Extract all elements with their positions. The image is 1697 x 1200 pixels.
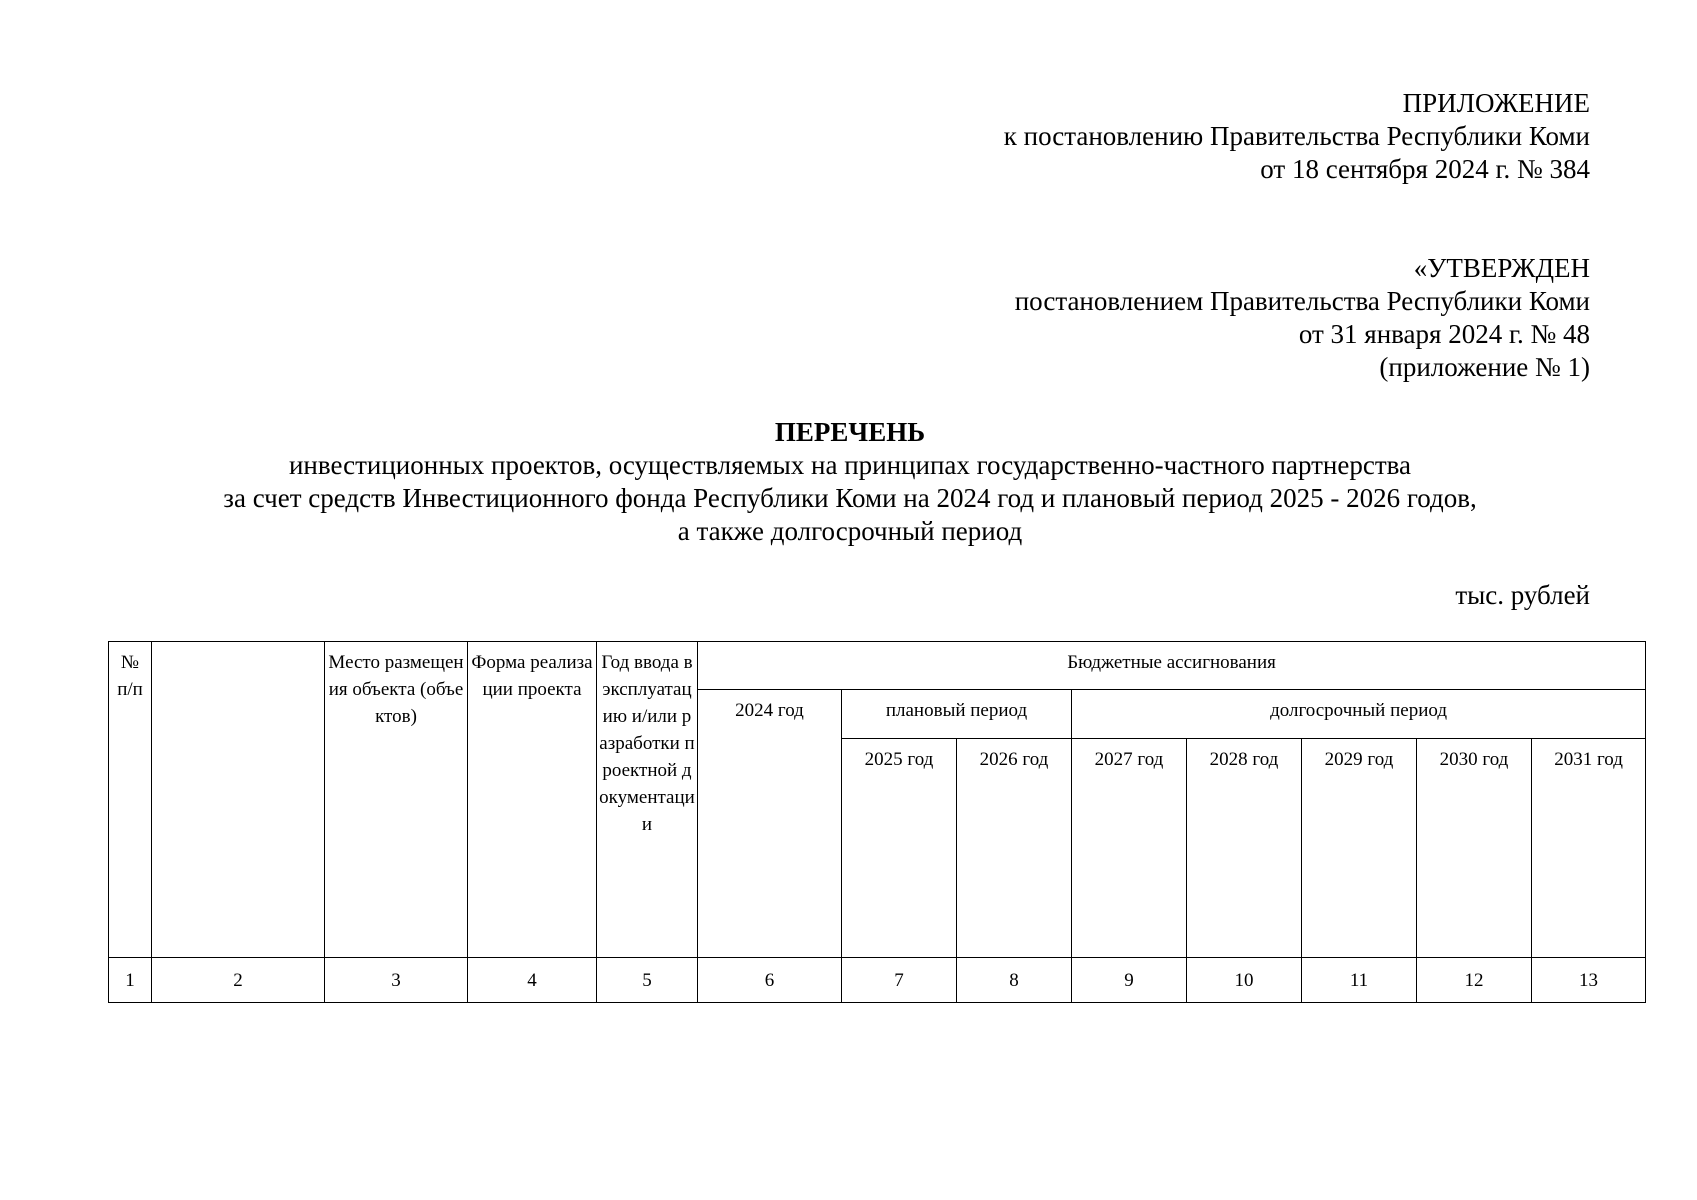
header-longterm-period: долгосрочный период: [1072, 690, 1646, 739]
column-number: 7: [842, 958, 957, 1003]
header-row-1: [109, 642, 1646, 690]
title-line-1: инвестиционных проектов, осуществляемых на принципах государственно-частного партнерства: [288, 450, 1412, 480]
header-location: Место размещения объекта (объектов): [325, 642, 468, 958]
title-line-2: за счет средств Инвестиционного фонда Республики Коми на 2024 год и плановый период 2025 - 2026 годов,: [223, 483, 1477, 513]
title-heading: ПЕРЕЧЕНЬ: [774, 417, 926, 447]
approved-reference: постановлением Правительства Республики Коми: [1014, 286, 1590, 316]
header-budget: Бюджетные ассигнования: [698, 642, 1646, 690]
column-number: 1: [109, 958, 152, 1003]
header-name: [152, 642, 325, 958]
appendix-date: от 18 сентября 2024 г. № 384: [1260, 154, 1590, 184]
header-form: Форма реализации проекта: [468, 642, 597, 958]
investment-projects-table: [108, 641, 1646, 1003]
header-2025: 2025 год: [842, 739, 957, 958]
appendix-reference: к постановлению Правительства Республики Коми: [1003, 121, 1590, 151]
header-year-commission: Год ввода в эксплуатацию и/или разработки проектной документации: [597, 642, 698, 958]
approved-header: [1015, 252, 1590, 384]
approved-date: от 31 января 2024 г. № 48: [1298, 319, 1590, 349]
column-number: 2: [152, 958, 325, 1003]
header-num: № п/п: [109, 642, 152, 958]
header-2024: 2024 год: [698, 690, 842, 958]
column-number: 13: [1532, 958, 1646, 1003]
units-label: тыс. рублей: [1455, 580, 1590, 610]
column-number: 8: [957, 958, 1072, 1003]
header-2031: 2031 год: [1532, 739, 1646, 958]
header-2026: 2026 год: [957, 739, 1072, 958]
header-2029: 2029 год: [1302, 739, 1417, 958]
header-2030: 2030 год: [1417, 739, 1532, 958]
column-number: 5: [597, 958, 698, 1003]
header-planned-period: плановый период: [842, 690, 1072, 739]
column-number: 4: [468, 958, 597, 1003]
header-2027: 2027 год: [1072, 739, 1187, 958]
appendix-header: [1004, 87, 1590, 186]
appendix-title: ПРИЛОЖЕНИЕ: [1402, 88, 1590, 118]
column-number: 3: [325, 958, 468, 1003]
column-number: 10: [1187, 958, 1302, 1003]
column-number: 6: [698, 958, 842, 1003]
column-number: 12: [1417, 958, 1532, 1003]
document-title: [100, 416, 1600, 548]
approved-appendix-number: (приложение № 1): [1379, 352, 1590, 382]
approved-title: «УТВЕРЖДЕН: [1413, 253, 1590, 283]
column-number: 11: [1302, 958, 1417, 1003]
column-numbers-row: [109, 958, 1646, 1003]
header-2028: 2028 год: [1187, 739, 1302, 958]
title-line-3: а также долгосрочный период: [677, 516, 1023, 546]
column-number: 9: [1072, 958, 1187, 1003]
